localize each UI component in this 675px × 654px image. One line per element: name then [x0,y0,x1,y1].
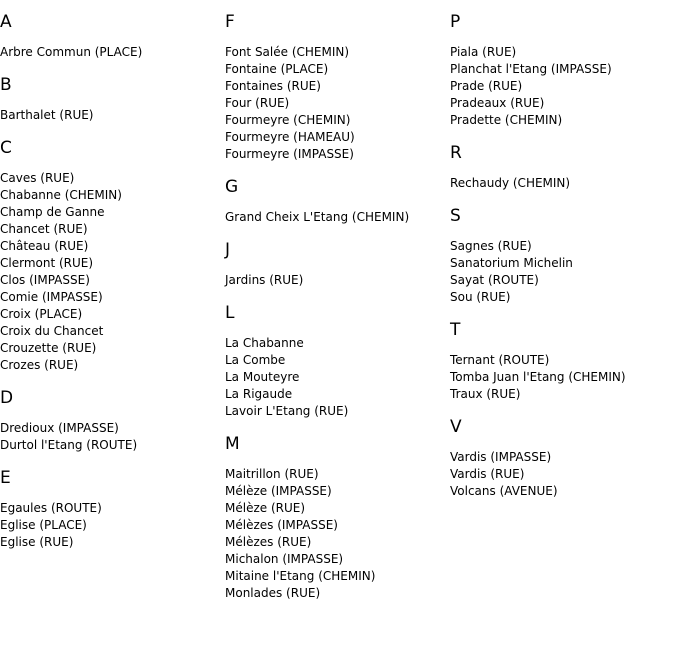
street-entry: Pradette (CHEMIN) [450,113,563,127]
street-entry: Barthalet (RUE) [0,108,94,122]
letter-heading: L [225,303,235,323]
street-list [225,335,450,420]
letter-group [225,177,450,226]
street-list [225,466,450,602]
letter-group [450,206,675,306]
street-entry: Eglise (RUE) [0,535,74,549]
street-list [225,272,450,289]
street-entry: Prade (RUE) [450,79,523,93]
street-entry: Mélèze (RUE) [225,501,306,515]
street-entry: Château (RUE) [0,239,89,253]
letter-group [450,320,675,403]
street-entry: Michalon (IMPASSE) [225,552,344,566]
street-entry: Clermont (RUE) [0,256,94,270]
letter-heading: M [225,434,240,454]
street-entry: Eglise (PLACE) [0,518,87,532]
street-entry: Croix (PLACE) [0,307,83,321]
street-entry: Egaules (ROUTE) [0,501,102,515]
street-entry: Maitrillon (RUE) [225,467,319,481]
letter-group [0,12,225,61]
street-entry: Vardis (RUE) [450,467,525,481]
street-entry: Dredioux (IMPASSE) [0,421,119,435]
street-entry: Caves (RUE) [0,171,75,185]
street-entry: Croix du Chancet [0,324,104,338]
letter-group [0,388,225,454]
street-entry: Rechaudy (CHEMIN) [450,176,571,190]
letter-group [450,12,675,129]
street-entry: Four (RUE) [225,96,290,110]
street-entry: Fourmeyre (HAMEAU) [225,130,355,144]
street-entry: Tomba Juan l'Etang (CHEMIN) [450,370,626,384]
street-entry: Champ de Ganne [0,205,105,219]
street-entry: Arbre Commun (PLACE) [0,45,143,59]
index-column [0,0,225,565]
street-entry: Comie (IMPASSE) [0,290,103,304]
street-entry: Fontaines (RUE) [225,79,321,93]
street-list [450,238,675,306]
letter-group [450,143,675,192]
street-list [0,107,225,124]
letter-heading: J [225,240,231,260]
street-list [450,175,675,192]
letter-group [0,138,225,374]
letter-heading: A [0,12,12,32]
street-list [450,352,675,403]
street-entry: Crouzette (RUE) [0,341,97,355]
street-entry: Jardins (RUE) [225,273,304,287]
street-entry: Clos (IMPASSE) [0,273,90,287]
letter-group [225,12,450,163]
letter-heading: G [225,177,239,197]
street-list [0,44,225,61]
letter-heading: P [450,12,461,32]
letter-group [225,303,450,420]
street-entry: Chabanne (CHEMIN) [0,188,122,202]
street-entry: Mitaine l'Etang (CHEMIN) [225,569,376,583]
street-entry: Durtol l'Etang (ROUTE) [0,438,138,452]
street-list [225,209,450,226]
street-entry: Fontaine (PLACE) [225,62,329,76]
letter-heading: F [225,12,235,32]
street-list [0,500,225,551]
letter-group [225,434,450,602]
letter-heading: R [450,143,462,163]
street-entry: Sagnes (RUE) [450,239,532,253]
letter-heading: D [0,388,14,408]
street-entry: Volcans (AVENUE) [450,484,558,498]
street-entry: Fourmeyre (IMPASSE) [225,147,354,161]
letter-group [225,240,450,289]
letter-heading: T [450,320,461,340]
street-entry: La Rigaude [225,387,293,401]
street-entry: Crozes (RUE) [0,358,79,372]
letter-group [450,417,675,500]
street-entry: Sanatorium Michelin [450,256,573,270]
street-entry: Traux (RUE) [450,387,521,401]
street-entry: Vardis (IMPASSE) [450,450,552,464]
letter-group [0,468,225,551]
street-entry: La Mouteyre [225,370,300,384]
letter-heading: S [450,206,461,226]
street-entry: Chancet (RUE) [0,222,88,236]
street-entry: Lavoir L'Etang (RUE) [225,404,349,418]
street-list [0,170,225,374]
street-entry: Grand Cheix L'Etang (CHEMIN) [225,210,410,224]
letter-group [0,75,225,124]
street-entry: Mélèze (IMPASSE) [225,484,332,498]
index-column [225,0,450,616]
street-entry: Piala (RUE) [450,45,517,59]
street-list [0,420,225,454]
letter-heading: B [0,75,12,95]
street-entry: Fourmeyre (CHEMIN) [225,113,351,127]
street-entry: Mélèzes (RUE) [225,535,312,549]
street-entry: Ternant (ROUTE) [450,353,550,367]
street-entry: Monlades (RUE) [225,586,321,600]
street-list [225,44,450,163]
street-entry: La Chabanne [225,336,304,350]
street-entry: Pradeaux (RUE) [450,96,545,110]
street-list [450,44,675,129]
street-entry: Sayat (ROUTE) [450,273,539,287]
street-entry: La Combe [225,353,286,367]
street-list [450,449,675,500]
letter-heading: V [450,417,462,437]
letter-heading: E [0,468,11,488]
letter-heading: C [0,138,12,158]
street-entry: Font Salée (CHEMIN) [225,45,350,59]
street-entry: Planchat l'Etang (IMPASSE) [450,62,612,76]
index-column [450,0,675,514]
street-entry: Mélèzes (IMPASSE) [225,518,338,532]
street-entry: Sou (RUE) [450,290,511,304]
